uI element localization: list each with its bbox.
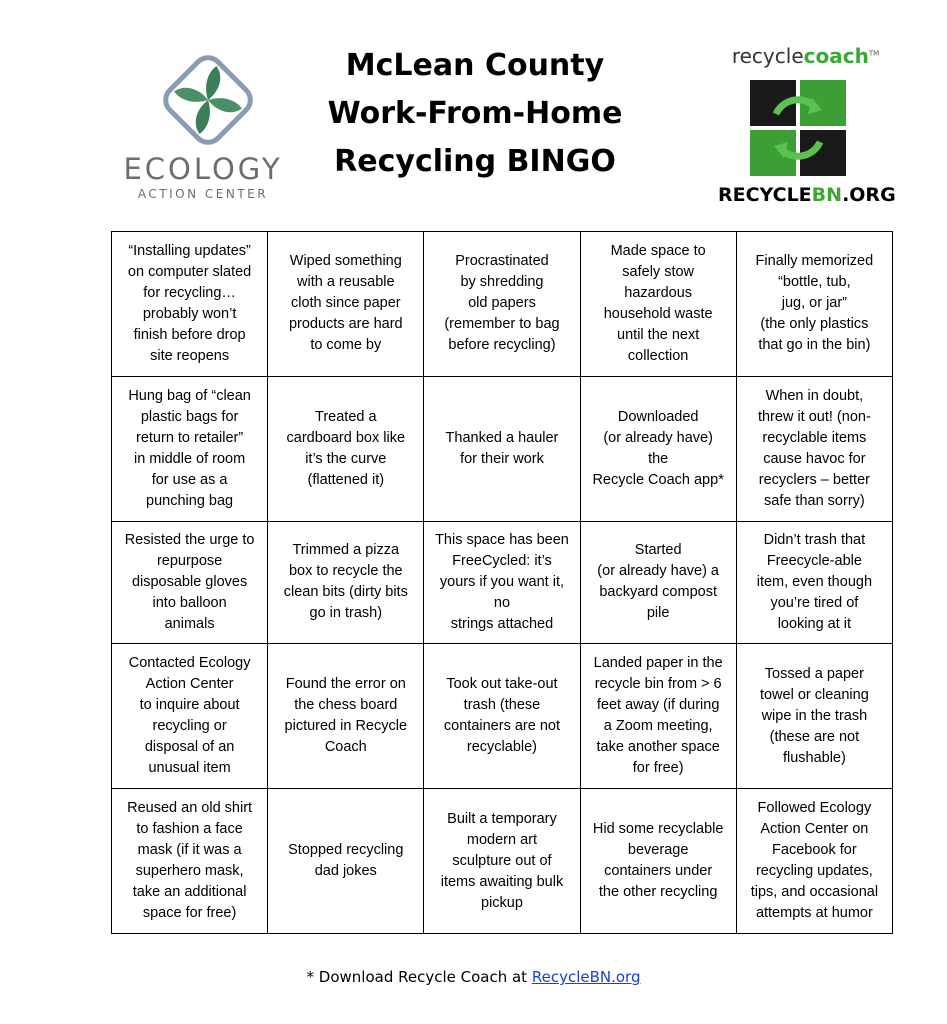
title-line-2: Work-From-Home [327, 96, 623, 131]
recyclebn-link[interactable]: RecycleBN.org [531, 968, 641, 986]
bingo-row [112, 644, 893, 789]
ecology-leaf-icon [158, 50, 258, 150]
bingo-square: Found the error on the chess board pictured in Recycle Coach [268, 644, 424, 789]
ecology-logo-subtitle: ACTION CENTER [137, 187, 269, 201]
bingo-square: Made space to safely stow hazardous household waste until the next collection [580, 232, 736, 377]
bingo-square: Followed Ecology Action Center on Facebook for recycling updates, tips, and occasional attempts at humor [736, 789, 892, 934]
bingo-row [112, 232, 893, 377]
ecology-logo-name: ECOLOGY [123, 152, 283, 186]
bingo-row [112, 789, 893, 934]
bingo-square: Built a temporary modern art sculpture out of items awaiting bulk pickup [424, 789, 580, 934]
bingo-square: Resisted the urge to repurpose disposable gloves into balloon animals [112, 521, 268, 643]
bingo-square: Didn’t trash that Freecycle-able item, even though you’re tired of looking at it [736, 521, 892, 643]
bingo-square: Treated a cardboard box like it’s the curve (flattened it) [268, 376, 424, 521]
url-recycle: RECYCLE [718, 184, 812, 206]
ecology-action-center-logo [118, 50, 288, 210]
footer-text: * Download Recycle Coach at [306, 968, 532, 986]
bingo-square: Started (or already have) a backyard compost pile [580, 521, 736, 643]
bingo-square: Reused an old shirt to fashion a face mask (if it was a superhero mask, take an additional space for free) [112, 789, 268, 934]
bingo-square: Finally memorized “bottle, tub, jug, or jar” (the only plastics that go in the bin) [736, 232, 892, 377]
bingo-square: Stopped recycling dad jokes [268, 789, 424, 934]
bingo-square: Took out take-out trash (these containers are not recyclable) [424, 644, 580, 789]
bingo-square: When in doubt, threw it out! (non- recyclable items cause havoc for recyclers – better safe than sorry) [736, 376, 892, 521]
recycle-squares-icon [748, 78, 848, 178]
bingo-card [111, 231, 893, 934]
wordmark-recycle: recycle [731, 44, 804, 68]
page-title [290, 42, 660, 186]
recycle-coach-wordmark [718, 44, 893, 68]
recycle-coach-logo [718, 44, 896, 214]
bingo-square: Hung bag of “clean plastic bags for return to retailer” in middle of room for use as a punching bag [112, 376, 268, 521]
trademark: TM [868, 49, 880, 58]
bingo-square: Landed paper in the recycle bin from > 6 feet away (if during a Zoom meeting, take another space for free) [580, 644, 736, 789]
title-line-1: McLean County [345, 48, 605, 83]
title-line-3: Recycling BINGO [334, 144, 616, 179]
url-bn: BN [811, 184, 843, 206]
bingo-square: Procrastinated by shredding old papers (remember to bag before recycling) [424, 232, 580, 377]
recyclebn-url-logo [718, 184, 896, 206]
bingo-square: Tossed a paper towel or cleaning wipe in the trash (these are not flushable) [736, 644, 892, 789]
url-org: .ORG [842, 184, 896, 206]
bingo-square: Trimmed a pizza box to recycle the clean bits (dirty bits go in trash) [268, 521, 424, 643]
bingo-square: This space has been FreeCycled: it’s yours if you want it, no strings attached [424, 521, 580, 643]
wordmark-coach: coach [803, 44, 869, 68]
bingo-row [112, 521, 893, 643]
bingo-square: “Installing updates” on computer slated for recycling… probably won’t finish before drop site reopens [112, 232, 268, 377]
bingo-square: Wiped something with a reusable cloth since paper products are hard to come by [268, 232, 424, 377]
bingo-square: Thanked a hauler for their work [424, 376, 580, 521]
bingo-row [112, 376, 893, 521]
footer-note [0, 968, 947, 986]
bingo-square: Downloaded (or already have) the Recycle Coach app* [580, 376, 736, 521]
bingo-square: Hid some recyclable beverage containers under the other recycling [580, 789, 736, 934]
bingo-square: Contacted Ecology Action Center to inquire about recycling or disposal of an unusual item [112, 644, 268, 789]
